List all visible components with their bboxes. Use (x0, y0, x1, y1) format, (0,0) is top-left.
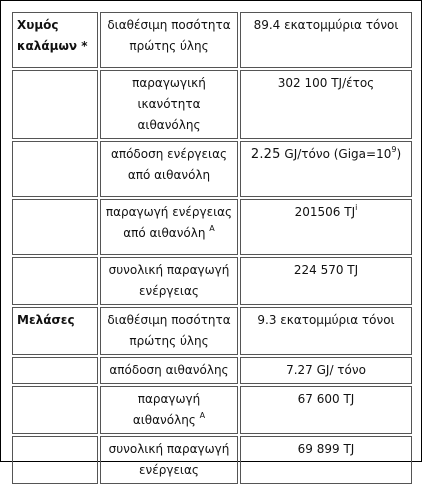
table-row (12, 307, 412, 355)
footnote-marker: A (209, 224, 215, 233)
value-cell: 9.3 εκατομμύρια τόνοι (240, 307, 412, 355)
category-cell (12, 257, 98, 305)
table-row (12, 141, 412, 197)
category-cell (12, 436, 98, 484)
table-row (12, 70, 412, 139)
value-superscript: 9 (391, 145, 397, 154)
description-cell: συνολική παραγωγή ενέργειας (100, 436, 238, 484)
table-row (12, 257, 412, 305)
value-cell: 302 100 TJ/έτος (240, 70, 412, 139)
table-row (12, 199, 412, 255)
description-cell (100, 386, 238, 434)
value-cell (240, 141, 412, 197)
category-cell (12, 357, 98, 384)
value-text: 201506 TJ (294, 205, 356, 219)
category-cell (12, 141, 98, 197)
description-cell: απόδοση αιθανόλης (100, 357, 238, 384)
description-text: παραγωγή ενέργειας από αιθανόλη (105, 205, 233, 240)
energy-production-table (10, 10, 414, 486)
value-number: 2.25 (250, 147, 281, 162)
value-unit: GJ/τόνο (Giga=10 (280, 147, 392, 161)
footnote-marker: i (355, 203, 358, 212)
value-cell: 89.4 εκατομμύρια τόνοι (240, 12, 412, 68)
category-cell: Χυμός καλάμων * (12, 12, 98, 68)
category-cell: Μελάσες (12, 307, 98, 355)
table-row (12, 386, 412, 434)
value-cell: 224 570 TJ (240, 257, 412, 305)
table-row (12, 357, 412, 384)
footnote-marker: A (199, 411, 206, 420)
description-cell: απόδοση ενέργειας από αιθανόλη (100, 141, 238, 197)
value-cell: 67 600 TJ (240, 386, 412, 434)
value-cell: 69 899 TJ (240, 436, 412, 484)
table-row (12, 12, 412, 68)
description-cell: συνολική παραγωγή ενέργειας (100, 257, 238, 305)
description-cell: διαθέσιμη ποσότητα πρώτης ύλης (100, 12, 238, 68)
description-cell (100, 199, 238, 255)
table-row (12, 436, 412, 484)
value-cell (240, 199, 412, 255)
category-cell (12, 70, 98, 139)
category-cell (12, 386, 98, 434)
value-cell: 7.27 GJ/ τόνο (240, 357, 412, 384)
description-cell: παραγωγική ικανότητα αιθανόλης (100, 70, 238, 139)
description-cell: διαθέσιμη ποσότητα πρώτης ύλης (100, 307, 238, 355)
description-text: παραγωγή αιθανόλης (132, 392, 201, 427)
category-cell (12, 199, 98, 255)
value-suffix: ) (396, 147, 402, 161)
